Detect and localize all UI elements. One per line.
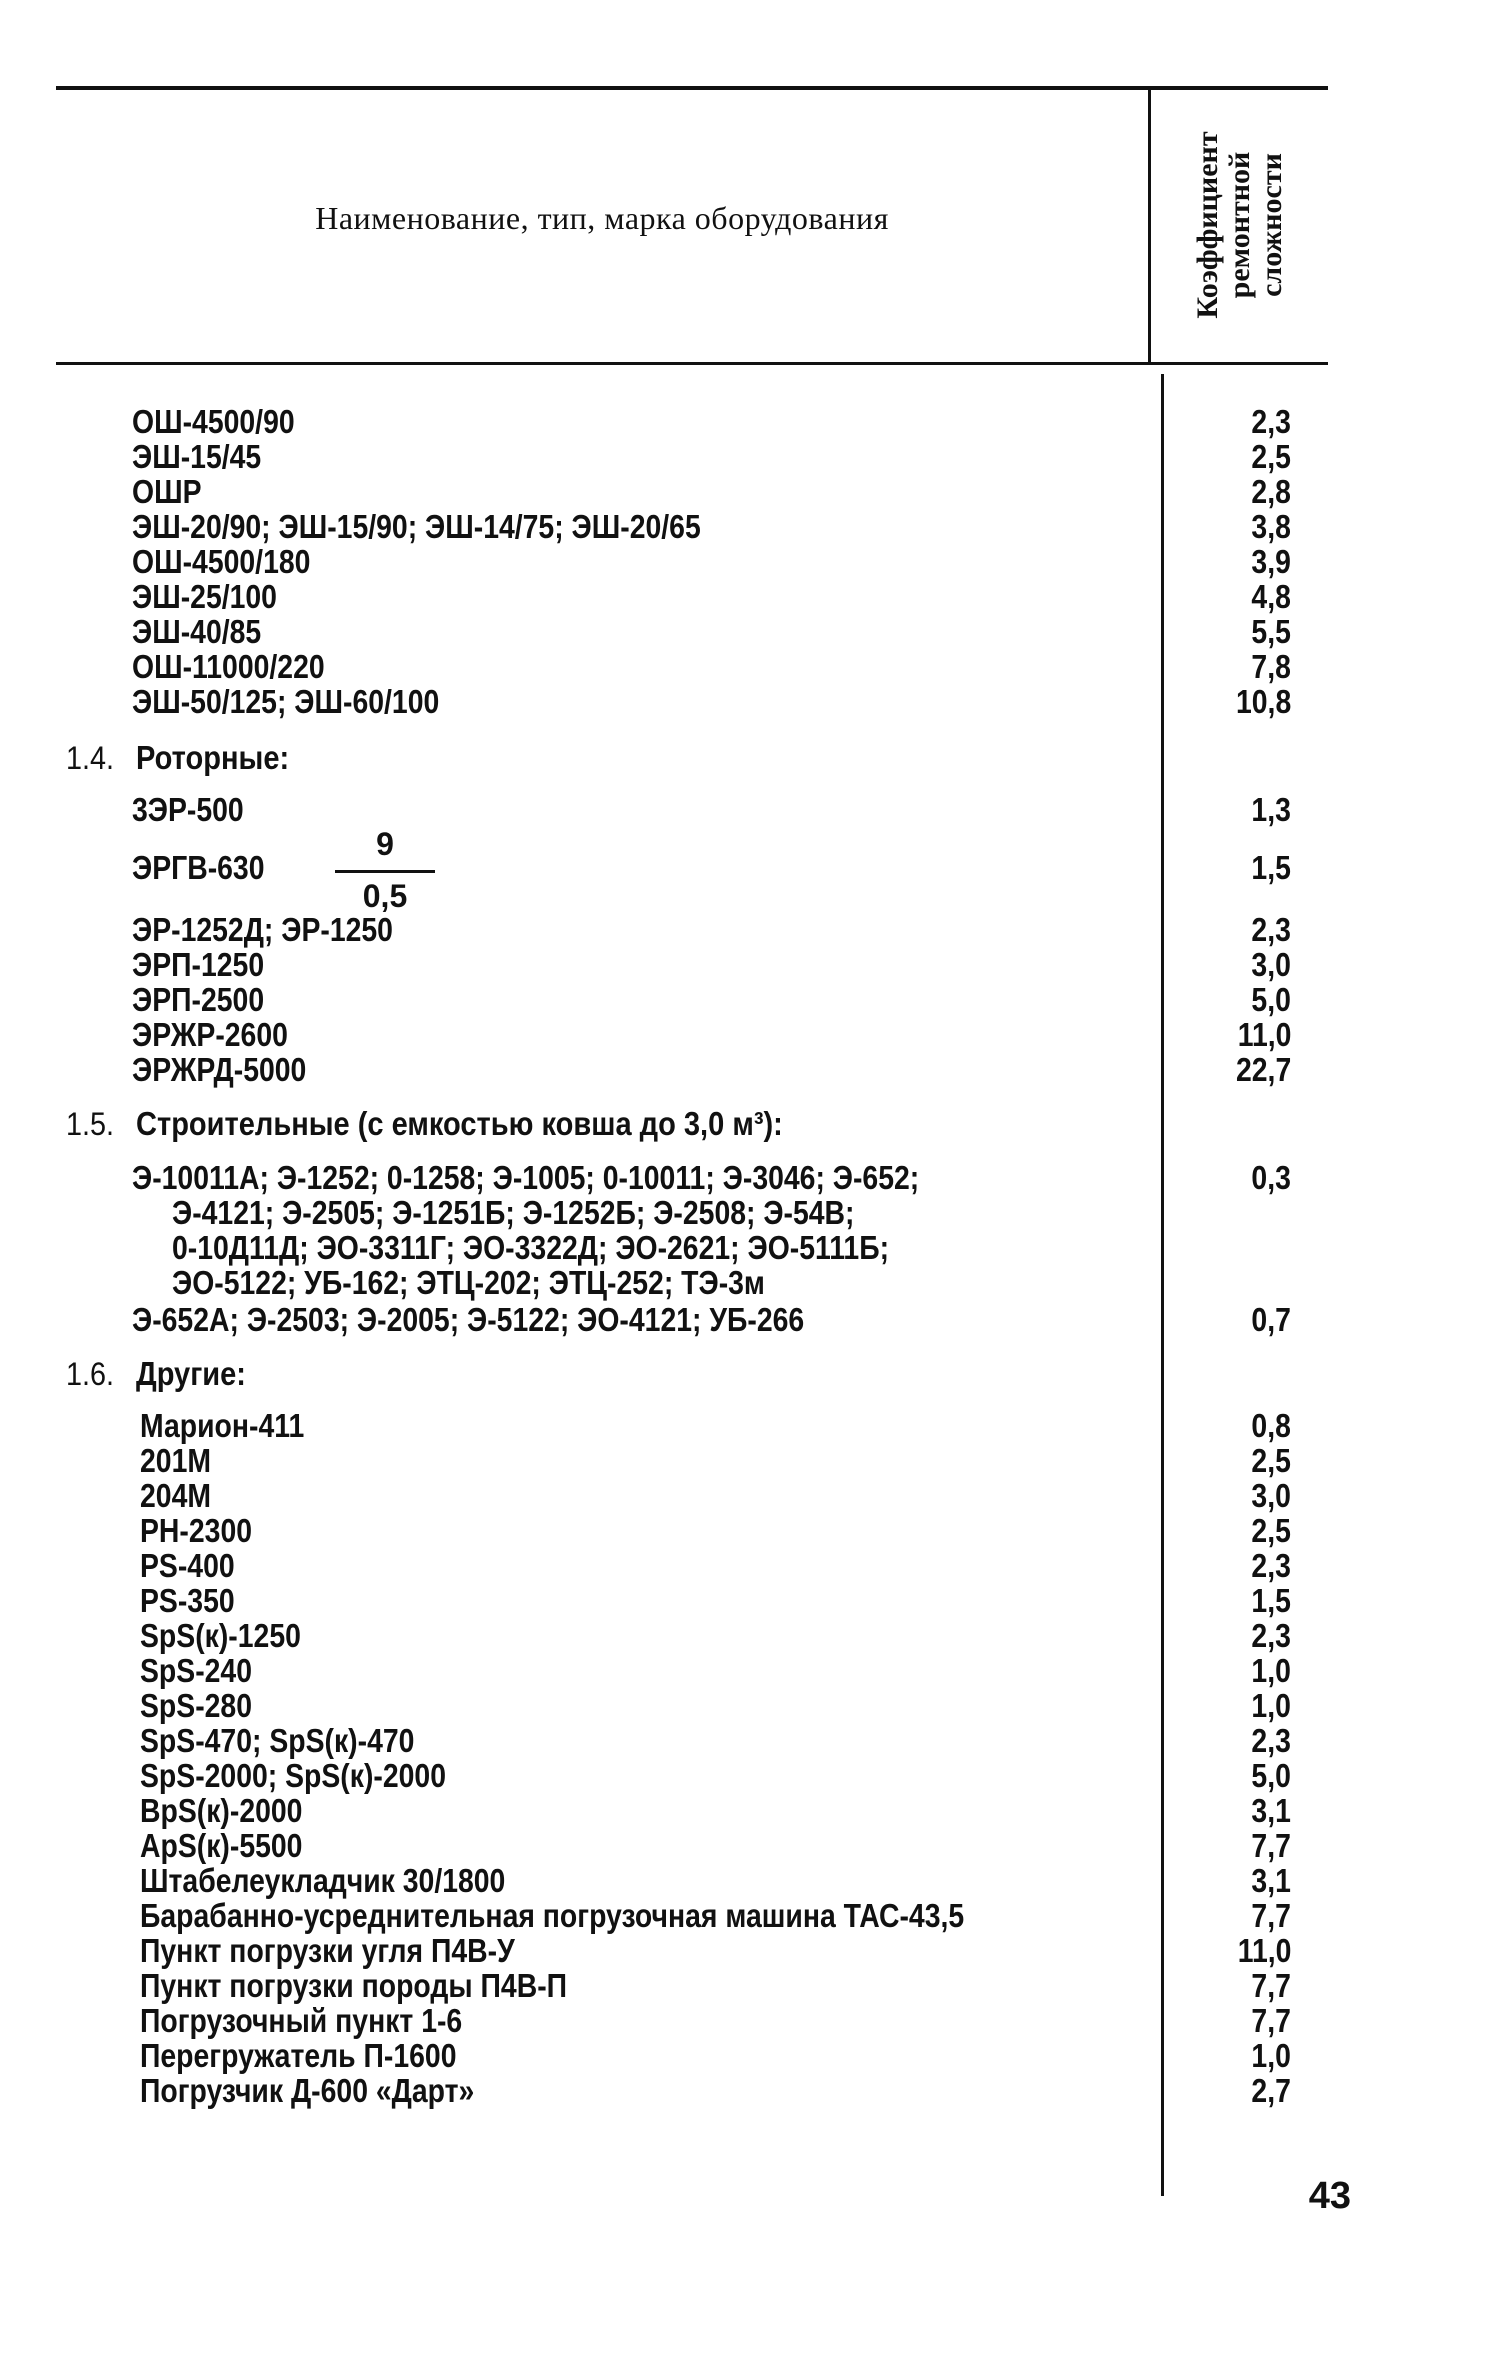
table-row	[0, 1513, 1491, 1549]
coefficient-value: 2,3	[1251, 403, 1291, 440]
equipment-name: Погрузчик Д-600 «Дарт»	[140, 2072, 475, 2109]
coefficient-value: 7,7	[1251, 1827, 1291, 1864]
equipment-name: Барабанно-усреднительная погрузочная машина ТАС-43,5	[140, 1897, 965, 1934]
table-row	[0, 1408, 1491, 1444]
table-row	[0, 404, 1491, 440]
table-row	[0, 1723, 1491, 1759]
section-heading-construction	[0, 1106, 1491, 1146]
table-row	[0, 1688, 1491, 1724]
coefficient-value: 1,3	[1251, 791, 1291, 828]
table-row	[0, 1265, 1491, 1301]
coefficient-value: 1,0	[1251, 1652, 1291, 1689]
table-row	[0, 649, 1491, 685]
coefficient-value: 2,5	[1251, 1512, 1291, 1549]
equipment-name: Э-652А; Э-2503; Э-2005; Э-5122; ЭО-4121; УБ-266	[132, 1301, 805, 1338]
equipment-name: 204М	[140, 1477, 212, 1514]
coefficient-value: 22,7	[1235, 1051, 1291, 1088]
coefficient-value: 7,7	[1251, 1967, 1291, 2004]
coefficient-value: 2,8	[1251, 473, 1291, 510]
table-row	[0, 792, 1491, 828]
equipment-name: ЭО-5122; УБ-162; ЭТЦ-202; ЭТЦ-252; ТЭ-3м	[172, 1264, 765, 1301]
equipment-name: ЭРП-2500	[132, 981, 265, 1018]
table-row	[0, 2038, 1491, 2074]
equipment-name: ОШ-4500/90	[132, 403, 295, 440]
equipment-name: SpS-2000; SpS(к)-2000	[140, 1757, 447, 1794]
fraction-bar	[335, 870, 435, 873]
table-top-rule	[56, 86, 1328, 90]
equipment-name: 0-10Д11Д; ЭО-3311Г; ЭО-3322Д; ЭО-2621; ЭО-5111Б;	[172, 1229, 890, 1266]
table-row	[0, 1160, 1491, 1196]
table-row	[0, 947, 1491, 983]
equipment-name: ЭРП-1250	[132, 946, 265, 983]
equipment-name: SpS-240	[140, 1652, 253, 1689]
coefficient-value: 3,8	[1251, 508, 1291, 545]
coefficient-value: 0,8	[1251, 1407, 1291, 1444]
equipment-name: ЭШ-50/125; ЭШ-60/100	[132, 683, 440, 720]
equipment-name: Э-4121; Э-2505; Э-1251Б; Э-1252Б; Э-2508; Э-54В;	[172, 1194, 855, 1231]
coefficient-value: 0,7	[1251, 1301, 1291, 1338]
coefficient-value: 0,3	[1251, 1159, 1291, 1196]
coefficient-value: 5,5	[1251, 613, 1291, 650]
table-row	[0, 1443, 1491, 1479]
table-row	[0, 1478, 1491, 1514]
coefficient-value: 7,8	[1251, 648, 1291, 685]
equipment-name: ЭШ-15/45	[132, 438, 262, 475]
table-row	[0, 912, 1491, 948]
coefficient-value: 2,3	[1251, 1547, 1291, 1584]
equipment-name: SpS-470; SpS(к)-470	[140, 1722, 415, 1759]
table-row	[0, 1052, 1491, 1088]
coefficient-value: 3,1	[1251, 1792, 1291, 1829]
section-title: Строительные (с емкостью ковша до 3,0 м³):	[136, 1105, 783, 1142]
table-row	[0, 1793, 1491, 1829]
equipment-name: ЭШ-25/100	[132, 578, 277, 615]
coefficient-value: 1,0	[1251, 1687, 1291, 1724]
equipment-name: Марион-411	[140, 1407, 305, 1444]
equipment-name: BpS(к)-2000	[140, 1792, 303, 1829]
coefficient-value: 3,0	[1251, 946, 1291, 983]
coef-header-line3: сложности	[1255, 153, 1288, 297]
equipment-name: РН-2300	[140, 1512, 253, 1549]
table-row	[0, 1548, 1491, 1584]
equipment-name: ApS(к)-5500	[140, 1827, 303, 1864]
coefficient-value: 1,5	[1251, 849, 1291, 886]
equipment-name: PS-400	[140, 1547, 235, 1584]
table-row	[0, 1758, 1491, 1794]
coefficient-value: 2,3	[1251, 1722, 1291, 1759]
coefficient-value: 5,0	[1251, 981, 1291, 1018]
table-row	[0, 1653, 1491, 1689]
coef-header-line2: ремонтной	[1223, 151, 1256, 299]
table-row	[0, 2073, 1491, 2109]
equipment-name: ЭШ-20/90; ЭШ-15/90; ЭШ-14/75; ЭШ-20/65	[132, 508, 701, 545]
page-number: 43	[1308, 2175, 1351, 2217]
coefficient-value: 2,3	[1251, 1617, 1291, 1654]
table-row	[0, 684, 1491, 720]
equipment-name: Погрузочный пункт 1-6	[140, 2002, 463, 2039]
equipment-name: ОШ-11000/220	[132, 648, 325, 685]
table-row	[0, 544, 1491, 580]
equipment-name: ЭШ-40/85	[132, 613, 262, 650]
section-heading-other	[0, 1356, 1491, 1396]
table-row	[0, 850, 1491, 886]
section-number: 1.5.	[66, 1106, 115, 1142]
equipment-name: ЭРГВ-630	[132, 849, 265, 886]
coefficient-value: 7,7	[1251, 2002, 1291, 2039]
equipment-name: ОШР	[132, 473, 202, 510]
section-number: 1.4.	[66, 740, 115, 776]
table-row	[0, 1302, 1491, 1338]
coefficient-value: 3,0	[1251, 1477, 1291, 1514]
coefficient-value: 1,0	[1251, 2037, 1291, 2074]
coefficient-value: 4,8	[1251, 578, 1291, 615]
coefficient-value: 1,5	[1251, 1582, 1291, 1619]
equipment-name: ЭР-1252Д; ЭР-1250	[132, 911, 393, 948]
table-row	[0, 509, 1491, 545]
header-column-divider	[1148, 90, 1151, 362]
equipment-name: ЭРЖРД-5000	[132, 1051, 307, 1088]
section-number: 1.6.	[66, 1356, 115, 1392]
table-row	[0, 1195, 1491, 1231]
table-row	[0, 982, 1491, 1018]
section-title: Другие:	[136, 1355, 246, 1392]
equipment-name: Штабелеукладчик 30/1800	[140, 1862, 506, 1899]
table-row	[0, 1017, 1491, 1053]
section-heading-rotary	[0, 740, 1491, 780]
coefficient-value: 11,0	[1237, 1016, 1291, 1053]
equipment-name: PS-350	[140, 1582, 235, 1619]
table-row	[0, 1933, 1491, 1969]
coefficient-value: 2,5	[1251, 1442, 1291, 1479]
equipment-name: ОШ-4500/180	[132, 543, 311, 580]
table-row	[0, 579, 1491, 615]
section-title: Роторные:	[136, 739, 290, 776]
coefficient-value: 2,3	[1251, 911, 1291, 948]
column-header-coefficient	[1165, 92, 1315, 358]
equipment-name: Перегружатель П-1600	[140, 2037, 457, 2074]
table-row	[0, 1230, 1491, 1266]
coefficient-value: 11,0	[1237, 1932, 1291, 1969]
table-row	[0, 1583, 1491, 1619]
table-row	[0, 1618, 1491, 1654]
coefficient-value: 5,0	[1251, 1757, 1291, 1794]
coef-header-line1: Коэффициент	[1191, 131, 1224, 319]
equipment-name: ЭРЖР-2600	[132, 1016, 288, 1053]
table-row	[0, 614, 1491, 650]
coefficient-value: 2,5	[1251, 438, 1291, 475]
table-row	[0, 1863, 1491, 1899]
equipment-name: 201М	[140, 1442, 212, 1479]
equipment-name: Э-10011А; Э-1252; 0-1258; Э-1005; 0-10011; Э-3046; Э-652;	[132, 1159, 920, 1196]
coefficient-value: 3,1	[1251, 1862, 1291, 1899]
equipment-name: SpS(к)-1250	[140, 1617, 301, 1654]
table-row	[0, 1968, 1491, 2004]
equipment-name: SpS-280	[140, 1687, 253, 1724]
coefficient-value: 2,7	[1251, 2072, 1291, 2109]
equipment-name: Пункт погрузки породы П4В-П	[140, 1967, 568, 2004]
table-row	[0, 474, 1491, 510]
table-row	[0, 439, 1491, 475]
fraction-denominator: 0,5	[362, 878, 408, 914]
coefficient-value: 7,7	[1251, 1897, 1291, 1934]
column-header-name: Наименование, тип, марка оборудования	[315, 200, 889, 236]
table-row	[0, 2003, 1491, 2039]
equipment-name: Пункт погрузки угля П4В-У	[140, 1932, 515, 1969]
equipment-name: 3ЭР-500	[132, 791, 244, 828]
coefficient-value: 10,8	[1235, 683, 1291, 720]
coefficient-value: 3,9	[1251, 543, 1291, 580]
table-row	[0, 1828, 1491, 1864]
table-header-rule	[56, 362, 1328, 365]
fraction-numerator: 9	[376, 826, 394, 862]
table-row	[0, 1898, 1491, 1934]
